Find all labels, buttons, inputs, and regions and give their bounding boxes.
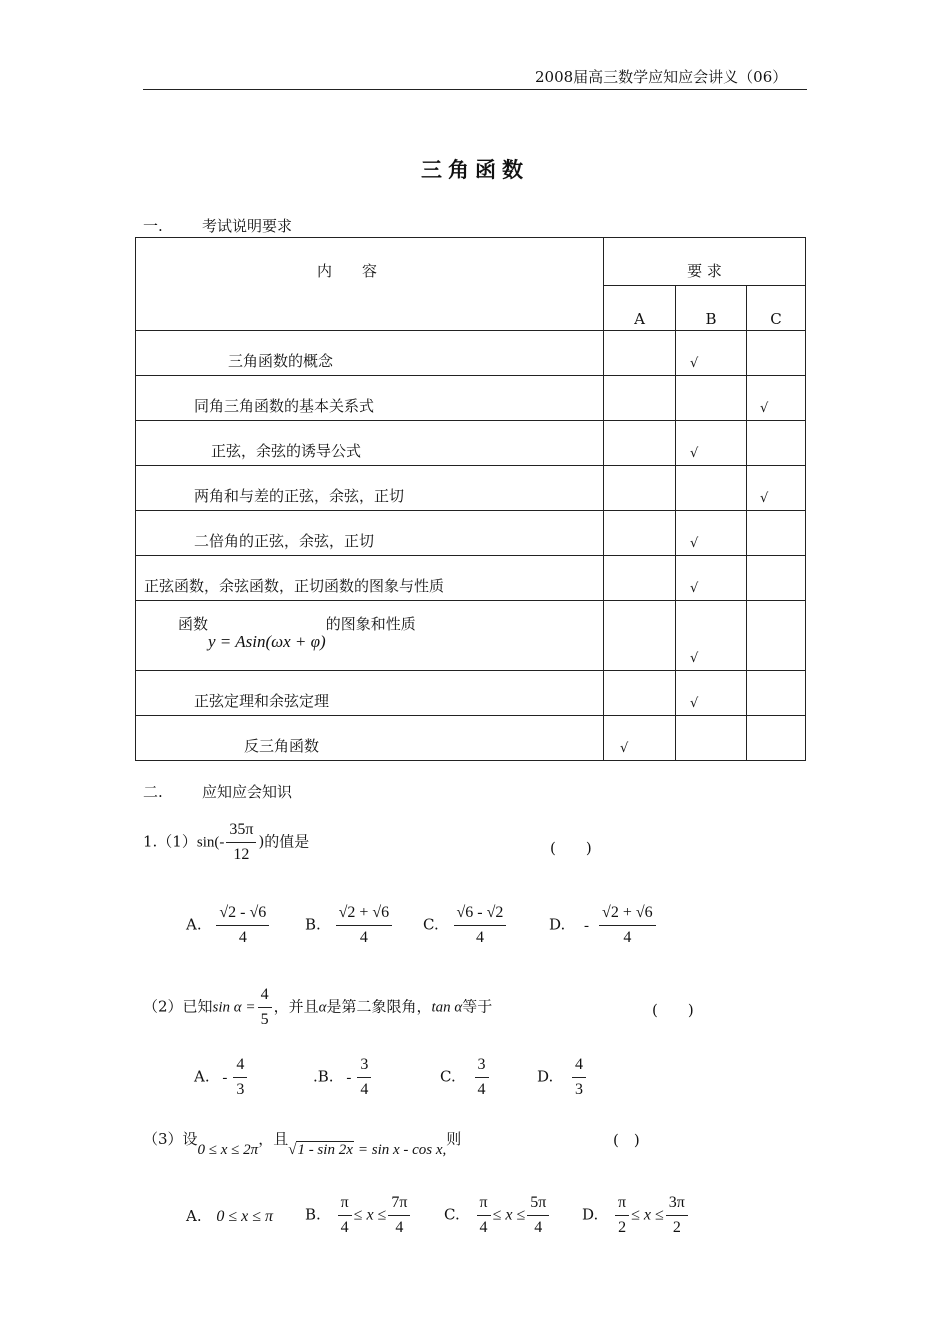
fraction-numerator: 4 (572, 1055, 586, 1078)
fraction (338, 1193, 352, 1238)
fraction (454, 903, 507, 948)
level-a-cell (604, 376, 676, 421)
table-row (136, 671, 806, 716)
option-label: A. (186, 1207, 202, 1225)
fraction-denominator: 4 (360, 1081, 369, 1098)
content-cell: 两角和与差的正弦，余弦，正切 (136, 466, 604, 511)
level-b-header: B (676, 286, 747, 331)
level-c-cell (747, 556, 806, 601)
option-label: A. (194, 1067, 210, 1086)
option-d[interactable] (537, 1055, 588, 1100)
level-b-cell (676, 556, 747, 601)
fraction-numerator: 5π (527, 1193, 549, 1216)
fraction (216, 903, 269, 948)
option-label: B. (305, 915, 321, 934)
option-a[interactable] (186, 1207, 273, 1226)
level-a-cell (604, 671, 676, 716)
fraction-numerator: 35π (226, 820, 256, 843)
option-label: B. (305, 1205, 321, 1224)
question-1-2 (143, 985, 492, 1030)
level-c-header: C (747, 286, 806, 331)
option-a[interactable] (194, 1055, 249, 1100)
fraction-numerator: 3π (666, 1193, 688, 1216)
fraction-numerator: √2 + √6 (336, 903, 393, 926)
header-requirement-label: 要 求 (687, 262, 722, 280)
option-c[interactable] (444, 1193, 551, 1238)
option-label: C. (444, 1205, 460, 1224)
fraction-numerator: π (615, 1193, 629, 1216)
option-inequality: ≤ x ≤ (631, 1206, 664, 1224)
fraction (233, 1055, 247, 1100)
fraction-denominator: 4 (479, 1219, 488, 1236)
option-b[interactable] (313, 1055, 373, 1100)
rhs-expr: = sin x - cos x, (357, 1142, 447, 1158)
question-prefix: （2）已知 (143, 997, 213, 1016)
suffix: 等于 (462, 997, 493, 1016)
option-sign: - (346, 1069, 352, 1086)
fraction (599, 903, 656, 948)
option-expr: 0 ≤ x ≤ π (216, 1208, 274, 1225)
content-post: 的图象和性质 (325, 615, 416, 633)
table-row (136, 716, 806, 761)
question-prefix: 1.（1） (143, 832, 197, 851)
table-row (136, 511, 806, 556)
section2-label: 应知应会知识 (202, 783, 293, 801)
answer-bracket: ( ) (613, 1131, 640, 1149)
option-d[interactable] (549, 903, 658, 948)
fraction-denominator: 2 (618, 1219, 627, 1236)
table-row (136, 601, 806, 671)
table-row (136, 331, 806, 376)
header-content-cell (136, 238, 604, 331)
option-a[interactable] (186, 903, 271, 948)
level-a-cell (604, 331, 676, 376)
table-row (136, 421, 806, 466)
answer-bracket: ( ) (550, 839, 592, 857)
section1-label: 考试说明要求 (202, 217, 293, 235)
option-d[interactable] (582, 1193, 690, 1238)
radicand: 1 - sin 2x (297, 1142, 353, 1158)
check-mark-icon: √ (690, 536, 699, 551)
fraction-denominator: 2 (672, 1219, 681, 1236)
fraction-denominator: 5 (260, 1011, 269, 1028)
option-inequality: ≤ x ≤ (492, 1206, 526, 1224)
section2-number: 二. (143, 783, 163, 801)
option-label: D. (537, 1067, 554, 1086)
level-c-cell (747, 376, 806, 421)
level-a-cell (604, 716, 676, 761)
level-c-cell (747, 466, 806, 511)
fraction (475, 1055, 489, 1100)
level-a-cell (604, 601, 676, 671)
level-b-cell (676, 421, 747, 466)
fraction-numerator: 7π (388, 1193, 410, 1216)
level-a-header: A (604, 286, 676, 331)
section1-number: 一. (143, 217, 163, 235)
mid-text: ，且 (258, 1130, 289, 1148)
fraction (336, 903, 393, 948)
option-label: C. (423, 915, 439, 934)
content-cell: 同角三角函数的基本关系式 (136, 376, 604, 421)
question-1-1 (143, 820, 309, 865)
option-label: C. (440, 1067, 456, 1086)
check-mark-icon: √ (760, 401, 769, 416)
fraction (572, 1055, 586, 1100)
check-mark-icon: √ (690, 581, 699, 596)
level-b-cell (676, 716, 747, 761)
content-cell: 正弦定理和余弦定理 (136, 671, 604, 716)
expr-post: )的值是 (258, 832, 310, 851)
expr-pre: sin(- (196, 834, 225, 851)
fraction-denominator: 4 (359, 929, 368, 946)
fraction-denominator: 4 (475, 929, 484, 946)
level-c-cell (747, 421, 806, 466)
fraction-denominator: 4 (534, 1219, 543, 1236)
level-b-cell (676, 466, 747, 511)
formula: y = Asin(ωx + φ) (208, 632, 326, 651)
option-sign: - (222, 1069, 228, 1086)
level-b-cell (676, 671, 747, 716)
table-row (136, 466, 806, 511)
fraction-denominator: 4 (477, 1081, 486, 1098)
header-rule (143, 89, 807, 90)
fraction-numerator: π (338, 1193, 352, 1216)
level-c-cell (747, 716, 806, 761)
suffix: 则 (446, 1130, 462, 1148)
content-cell: 三角函数的概念 (136, 331, 604, 376)
fraction-numerator: π (477, 1193, 491, 1216)
fraction-numerator: 4 (233, 1055, 247, 1078)
requirements-table (135, 237, 806, 761)
check-mark-icon: √ (760, 491, 769, 506)
level-c-cell (747, 671, 806, 716)
question-prefix: （3）设 (143, 1130, 198, 1148)
level-b-cell (676, 601, 747, 671)
fraction-numerator: √2 - √6 (216, 903, 269, 926)
option-c[interactable] (423, 903, 508, 948)
fraction-numerator: √6 - √2 (454, 903, 507, 926)
mid-text-2: 是第二象限角， (326, 997, 432, 1016)
level-b-cell (676, 331, 747, 376)
table-row (136, 556, 806, 601)
option-label: D. (582, 1205, 599, 1224)
option-label: D. (549, 915, 566, 934)
content-cell: 二倍角的正弦，余弦，正切 (136, 511, 604, 556)
fraction-denominator: 4 (340, 1219, 349, 1236)
expr: sin α = (212, 999, 256, 1016)
fraction-denominator: 4 (623, 929, 632, 946)
alpha-symbol: α (318, 999, 327, 1016)
fraction (527, 1193, 549, 1238)
level-a-cell (604, 466, 676, 511)
level-c-cell (747, 331, 806, 376)
content-cell: 正弦函数，余弦函数，正切函数的图象与性质 (136, 556, 604, 601)
header-requirement-cell (604, 238, 806, 286)
content-pre: 函数 (178, 615, 209, 633)
check-mark-icon: √ (690, 356, 699, 371)
level-b-cell (676, 511, 747, 556)
check-mark-icon: √ (690, 446, 699, 461)
fraction (388, 1193, 410, 1238)
level-a-cell (604, 511, 676, 556)
page-title: 三角函数 (421, 158, 529, 182)
question-1-3 (143, 1128, 462, 1158)
level-a-cell (604, 556, 676, 601)
fraction-denominator: 3 (236, 1081, 245, 1098)
sqrt-expr: √1 - sin 2x (288, 1142, 353, 1158)
fraction (477, 1193, 491, 1238)
fraction (666, 1193, 688, 1238)
fraction-numerator: √2 + √6 (599, 903, 656, 926)
option-b[interactable] (305, 1193, 412, 1238)
content-cell (136, 601, 604, 671)
option-inequality: ≤ x ≤ (353, 1206, 387, 1224)
content-cell: 反三角函数 (136, 716, 604, 761)
tan-expr: tan α (431, 999, 463, 1016)
fraction-denominator: 4 (238, 929, 247, 946)
fraction (258, 985, 272, 1030)
mid-text: ，并且 (273, 997, 319, 1016)
option-label: A. (186, 915, 202, 934)
fraction-denominator: 12 (233, 846, 250, 863)
check-mark-icon: √ (620, 741, 629, 756)
option-sign: - (584, 917, 590, 934)
level-c-cell (747, 511, 806, 556)
running-header: 2008届高三数学应知应会讲义（06） (535, 68, 788, 86)
table-row (136, 376, 806, 421)
option-b[interactable] (305, 903, 394, 948)
range-expr: 0 ≤ x ≤ 2π (197, 1142, 259, 1158)
fraction (226, 820, 256, 865)
fraction (357, 1055, 371, 1100)
fraction-numerator: 4 (258, 985, 272, 1008)
fraction-numerator: 3 (357, 1055, 371, 1078)
header-content-label: 内 容 (316, 262, 377, 280)
option-label: .B. (313, 1067, 334, 1086)
level-b-cell (676, 376, 747, 421)
level-a-cell (604, 421, 676, 466)
fraction-denominator: 4 (395, 1219, 404, 1236)
fraction-numerator: 3 (475, 1055, 489, 1078)
answer-bracket: ( ) (652, 1001, 694, 1019)
fraction-denominator: 3 (575, 1081, 584, 1098)
level-c-cell (747, 601, 806, 671)
check-mark-icon: √ (690, 651, 699, 666)
option-c[interactable] (440, 1055, 491, 1100)
check-mark-icon: √ (690, 696, 699, 711)
content-cell: 正弦，余弦的诱导公式 (136, 421, 604, 466)
fraction (615, 1193, 629, 1238)
